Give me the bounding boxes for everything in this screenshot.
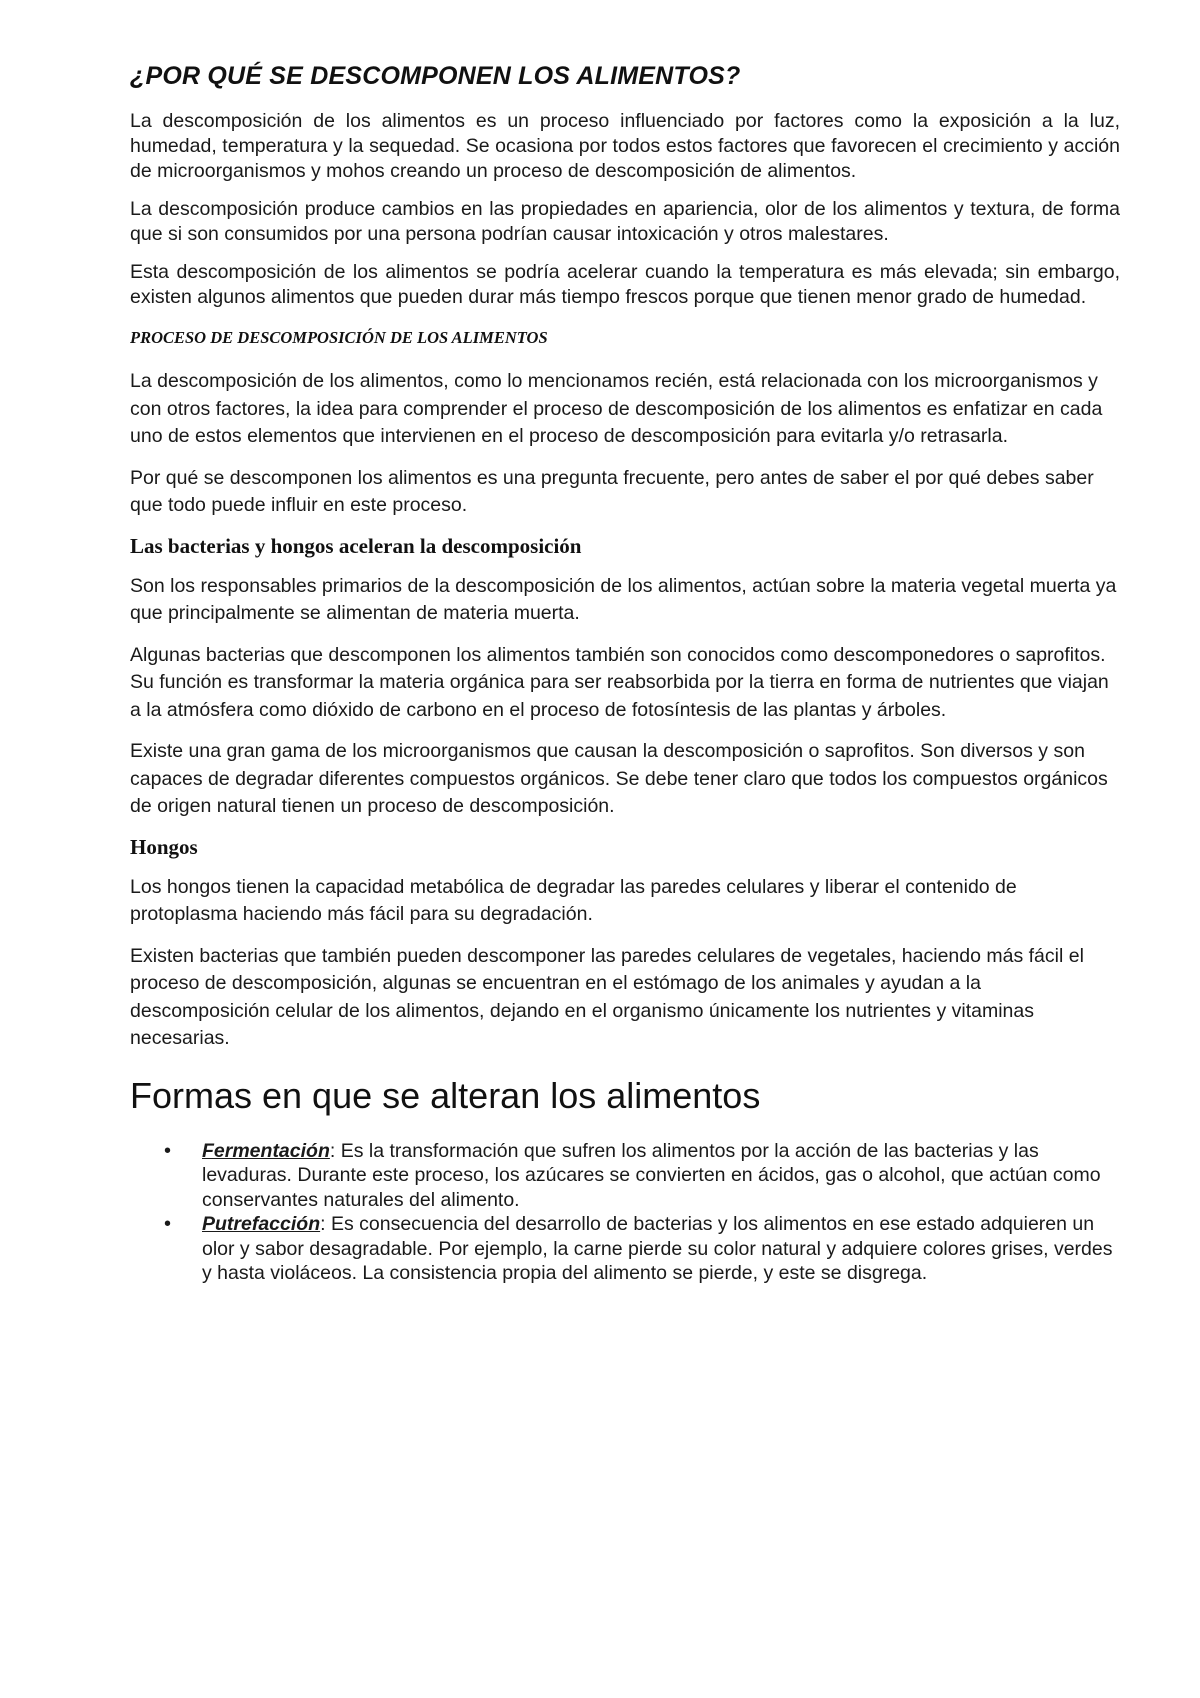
process-paragraph: La descomposición de los alimentos, como lo mencionamos recién, está relacionada con los microorganismos y con otros factores, la idea para comprender el proceso de descomposición de los alimentos es enfatizar en cada uno de estos elementos que intervienen en el proceso de descomposición para evitarla y/o retrasarla. <box>130 370 1103 447</box>
forms-list <box>130 1139 1120 1286</box>
forms-heading: Formas en que se alteran los alimentos <box>130 1074 761 1116</box>
fungi-paragraph: Los hongos tienen la capacidad metabólica de degradar las paredes celulares y liberar el contenido de protoplasma haciendo más fácil para su degradación. <box>130 875 1017 925</box>
bacteria-heading: Las bacterias y hongos aceleran la descomposición <box>130 533 582 558</box>
bacteria-paragraph: Son los responsables primarios de la descomposición de los alimentos, actúan sobre la materia vegetal muerta ya que principalmente se alimentan de materia muerta. <box>130 574 1117 624</box>
fungi-paragraph: Existen bacterias que también pueden descomponer las paredes celulares de vegetales, haciendo más fácil el proceso de descomposición, algunas se encuentran en el estómago de los animales y ayudan a la descomposición celular de los alimentos, dejando en el organismo únicamente los nutrientes y vitaminas necesarias. <box>130 944 1084 1049</box>
bullet-icon: • <box>164 1139 172 1162</box>
fungi-heading: Hongos <box>130 834 198 859</box>
bacteria-paragraph: Existe una gran gama de los microorganismos que causan la descomposición o saprofitos. Son diversos y son capaces de degradar diferentes compuestos orgánicos. Se debe tener claro que todos los compuestos orgánicos de origen natural tienen un proceso de descomposición. <box>130 740 1108 817</box>
document-title: ¿POR QUÉ SE DESCOMPONEN LOS ALIMENTOS? <box>130 62 741 90</box>
process-heading: PROCESO DE DESCOMPOSICIÓN DE LOS ALIMENTOS <box>130 328 548 347</box>
term-putrefaccion: Putrefacción <box>202 1213 321 1235</box>
list-item <box>164 1212 1120 1286</box>
intro-paragraph: La descomposición produce cambios en las propiedades en apariencia, olor de los alimentos y textura, de forma que si son consumidos por una persona podrían causar intoxicación y otros malestares. <box>130 198 1120 245</box>
process-paragraph: Por qué se descomponen los alimentos es una pregunta frecuente, pero antes de saber el por qué debes saber que todo puede influir en este proceso. <box>130 466 1094 516</box>
term-fermentacion: Fermentación <box>202 1139 330 1162</box>
list-item-text: : Es consecuencia del desarrollo de bacterias y los alimentos en ese estado adquieren un olor y sabor desagradable. Por ejemplo, la carne pierde su color natural y adquiere colores grises, verdes y hasta violáceos. La consistencia propia del alimento se pierde, y este se disgrega. <box>202 1213 1113 1284</box>
list-item-text: : Es la transformación que sufren los alimentos por la acción de las bacterias y las levaduras. Durante este proceso, los azúcares se convierten en ácidos, gas o alcohol, que actúan como conservantes naturales del alimento. <box>202 1139 1101 1211</box>
intro-paragraph: La descomposición de los alimentos es un proceso influenciado por factores como la exposición a la luz, humedad, temperatura y la sequedad. Se ocasiona por todos estos factores que favorecen el crecimiento y acción de microorganismos y mohos creando un proceso de descomposición de alimentos. <box>130 110 1120 182</box>
list-item <box>164 1139 1120 1213</box>
intro-paragraph: Esta descomposición de los alimentos se podría acelerar cuando la temperatura es más elevada; sin embargo, existen algunos alimentos que pueden durar más tiempo frescos porque que tienen menor grado de humedad. <box>130 261 1120 308</box>
bullet-icon: • <box>164 1213 172 1235</box>
bacteria-paragraph: Algunas bacterias que descomponen los alimentos también son conocidos como descomponedores o saprofitos. Su función es transformar la materia orgánica para ser reabsorbida por la tierra en forma de nutrientes que viajan a la atmósfera como dióxido de carbono en el proceso de fotosíntesis de las plantas y árboles. <box>130 643 1109 721</box>
document-body <box>130 62 1120 1286</box>
